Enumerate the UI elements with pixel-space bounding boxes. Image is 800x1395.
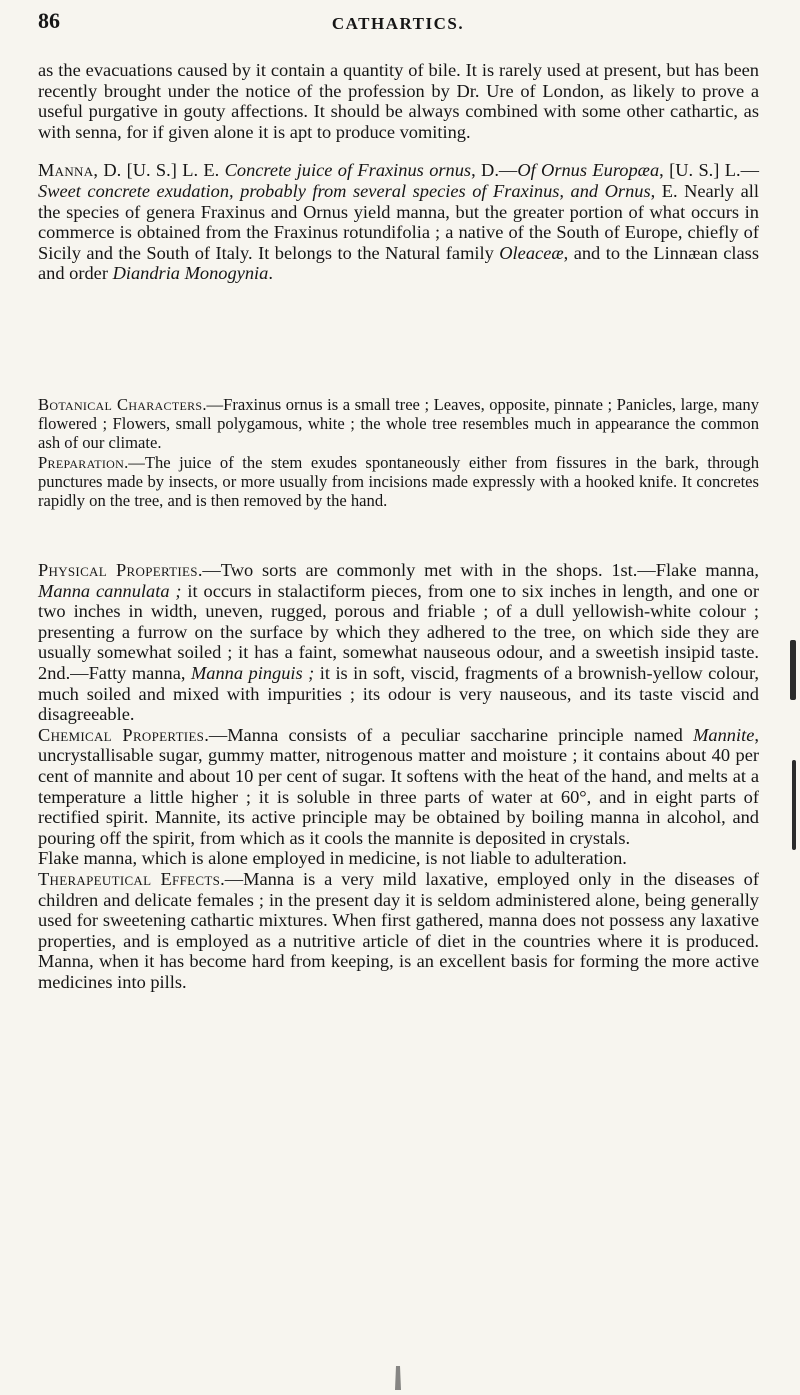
paragraph-manna: Manna, D. [U. S.] L. E. Concrete juice of Fraxinus ornus, D.—Of Ornus Europæa, [U. S.] L.—Sweet concrete exudation, probably from several species of Fraxinus, and Ornus, E. Nearly all the species of genera Fraxinus and Ornus yield manna, but the greater portion of what occurs in commerce is obtained from the Fraxinus rotundifolia ; a native of the South of Europe, chiefly of Sicily and the South of Italy. It belongs to the Natural family Oleaceæ, and to the Linnæan class and order Diandria Monogynia. [38, 160, 760, 284]
heading-chemical: Chemical Properties [38, 724, 205, 745]
heading-therapeutical: Therapeutical Effects [38, 868, 221, 889]
small-text-block-1 [38, 395, 759, 510]
main-text-block-2 [38, 560, 759, 992]
paragraph-physical: Physical Properties.—Two sorts are commonly met with in the shops. 1st.—Flake manna, Manna cannulata ; it occurs in stalactiform pieces, from one to six inches in length, and one or two inches in width, uneven, rugged, porous and friable ; of a dull yellowish-white colour ; presenting a furrow on the surface by which they adhered to the tree, on which side they are usually somewhat soiled ; it has a faint, somewhat nauseous odour, and a sweetish insipid taste. 2nd.—Fatty manna, Manna pinguis ; it is in soft, viscid, fragments of a brownish-yellow colour, much soiled and mixed with impurities ; its odour is very nauseous, and its taste viscid and disagreeable. [38, 560, 760, 725]
ink-mark-icon [392, 1364, 404, 1392]
page-edge-shadow [792, 760, 796, 850]
paragraph-chemical: Chemical Properties.—Manna consists of a peculiar saccharine principle named Mannite, uncrystallisable sugar, gummy matter, nitrogenous matter and moisture ; it contains about 40 per cent of mannite and about 10 per cent of sugar. It softens with the heat of the hand, and melts at a temperature a little higher ; it is soluble in three parts of water at 60°, and in eight parts of rectified spirit. Mannite, its active principle may be obtained by boiling manna in alcohol, and pouring off the spirit, from which as it cools the mannite is deposited in crystals. [38, 724, 759, 848]
heading-botanical: Botanical Characters [38, 395, 203, 414]
paragraph-intro: as the evacuations caused by it contain a quantity of bile. It is rarely used at present, but has been recently brought under the notice of the profession by Dr. Ure of London, as likely to prove a useful purgative in gouty affections. It should be always combined with some other cathartic, as with senna, for if given alone it is apt to produce vomiting. [38, 60, 759, 142]
paragraph-therapeutical: Therapeutical Effects.—Manna is a very mild laxative, employed only in the diseases of children and delicate females ; in the present day it is seldom administered alone, being generally used for sweetening cathartic mixtures. When first gathered, manna does not possess any laxative properties, and is employed as a nutritive article of diet in the countries where it is produced. Manna, when it has become hard from keeping, is an excellent basis for forming the more active medicines into pills. [38, 868, 759, 992]
heading-preparation: Preparation [38, 452, 125, 472]
heading-manna: Manna [38, 160, 94, 181]
running-title: CATHARTICS. [331, 14, 465, 33]
page-header [38, 8, 758, 44]
page-number: 86 [38, 8, 60, 33]
paragraph-preparation: Preparation.—The juice of the stem exudes spontaneously either from fissures in the bark, through punctures made by insects, or more usually from incisions made expressly with a hooked knife. It concretes rapidly on the tree, and is then removed by the hand. [38, 452, 759, 511]
heading-physical: Physical Properties [38, 560, 198, 580]
paragraph-flake: Flake manna, which is alone employed in medicine, is not liable to adulteration. [38, 848, 627, 869]
page-edge-shadow [790, 640, 796, 700]
main-text-block [38, 60, 759, 284]
paragraph-botanical: Botanical Characters.—Fraxinus ornus is a small tree ; Leaves, opposite, pinnate ; Panicles, large, many flowered ; Flowers, small polygamous, white ; the whole tree resembles much in appearance the common ash of our climate. [38, 395, 759, 453]
